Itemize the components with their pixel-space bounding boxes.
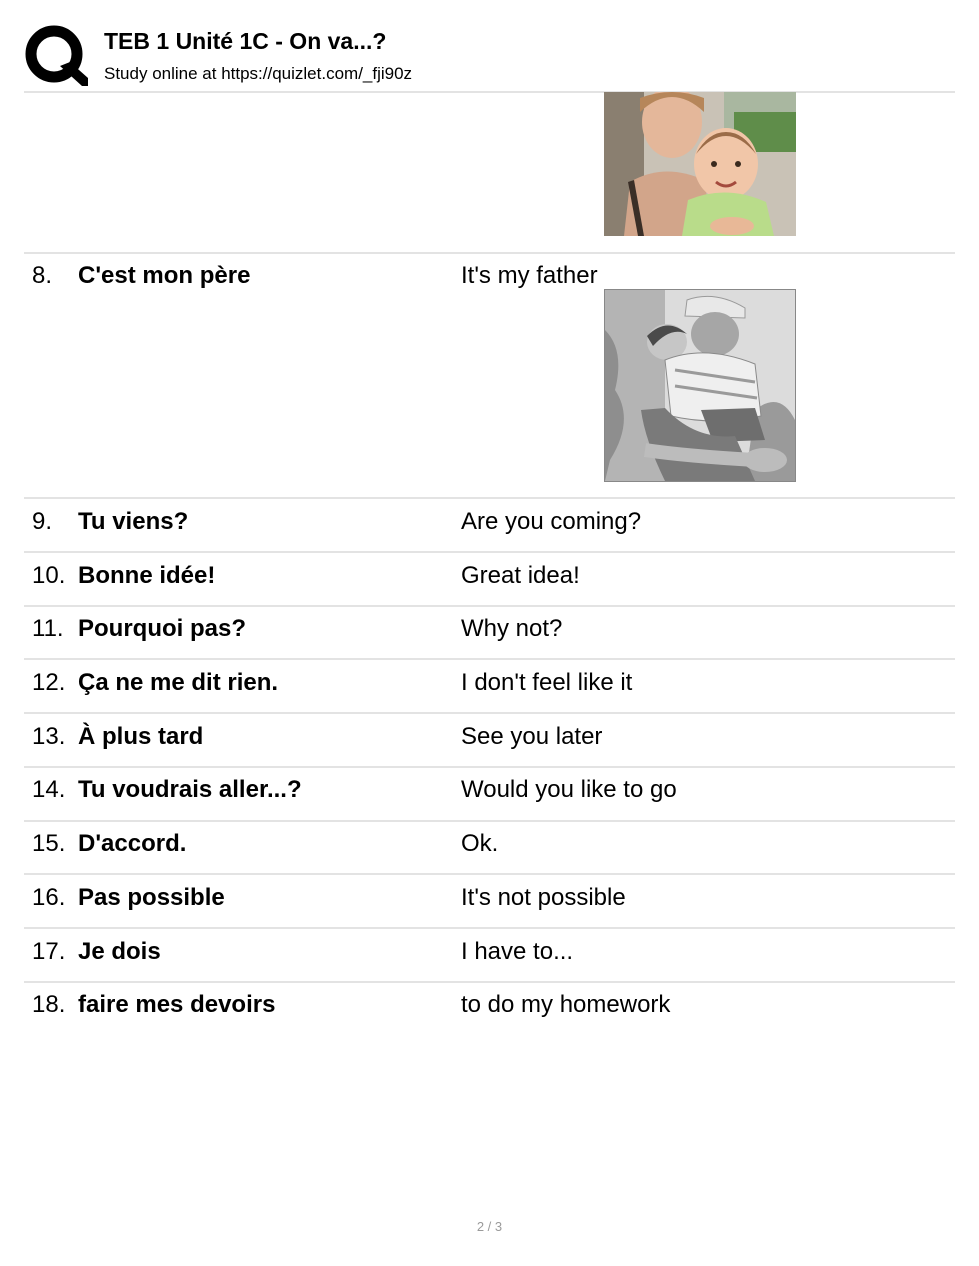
row-divider (24, 820, 955, 822)
row-divider (24, 981, 955, 983)
page-title: TEB 1 Unité 1C - On va...? (104, 28, 387, 54)
header-divider (24, 91, 955, 93)
card-number: 10. (32, 562, 66, 589)
card-definition: I have to... (461, 938, 574, 965)
card-term: Tu voudrais aller...? (78, 776, 302, 803)
card-definition: Why not? (461, 615, 563, 642)
row-divider (24, 605, 955, 607)
study-online-link[interactable]: Study online at https://quizlet.com/_fji90z (104, 64, 413, 83)
row-divider (24, 658, 955, 660)
card-definition: Would you like to go (461, 776, 677, 803)
row-divider (24, 927, 955, 929)
card-term: D'accord. (78, 830, 187, 857)
card-number: 11. (32, 615, 64, 642)
card-definition: to do my homework (461, 991, 671, 1018)
card-term: À plus tard (78, 723, 204, 750)
card-definition: It's my father (461, 262, 598, 289)
card-number: 9. (32, 508, 53, 535)
card-definition: It's not possible (461, 884, 626, 911)
row-divider (24, 497, 955, 499)
card-term: Pas possible (78, 884, 225, 911)
row-divider (24, 551, 955, 553)
card-term: Pourquoi pas? (78, 615, 246, 642)
card-definition: Great idea! (461, 562, 580, 589)
page-header (24, 22, 955, 92)
card-definition: Are you coming? (461, 508, 642, 535)
card-number: 17. (32, 938, 66, 965)
row-divider (24, 252, 955, 254)
mother-baby-photo (604, 92, 796, 236)
card-number: 18. (32, 991, 66, 1018)
card-number: 15. (32, 830, 66, 857)
card-term: C'est mon père (78, 262, 251, 289)
card-number: 16. (32, 884, 66, 911)
card-number: 13. (32, 723, 66, 750)
row-divider (24, 712, 955, 714)
quizlet-logo-icon (24, 24, 88, 88)
card-term: Je dois (78, 938, 161, 965)
card-definition: I don't feel like it (461, 669, 633, 696)
card-term: faire mes devoirs (78, 991, 276, 1018)
card-definition: See you later (461, 723, 603, 750)
card-definition: Ok. (461, 830, 499, 857)
card-term: Tu viens? (78, 508, 189, 535)
card-number: 8. (32, 262, 53, 289)
row-divider (24, 873, 955, 875)
row-divider (24, 766, 955, 768)
father-child-photo (604, 289, 796, 482)
card-term: Ça ne me dit rien. (78, 669, 279, 696)
card-term: Bonne idée! (78, 562, 216, 589)
page-indicator: 2 / 3 (476, 1219, 503, 1234)
card-number: 12. (32, 669, 66, 696)
card-number: 14. (32, 776, 66, 803)
